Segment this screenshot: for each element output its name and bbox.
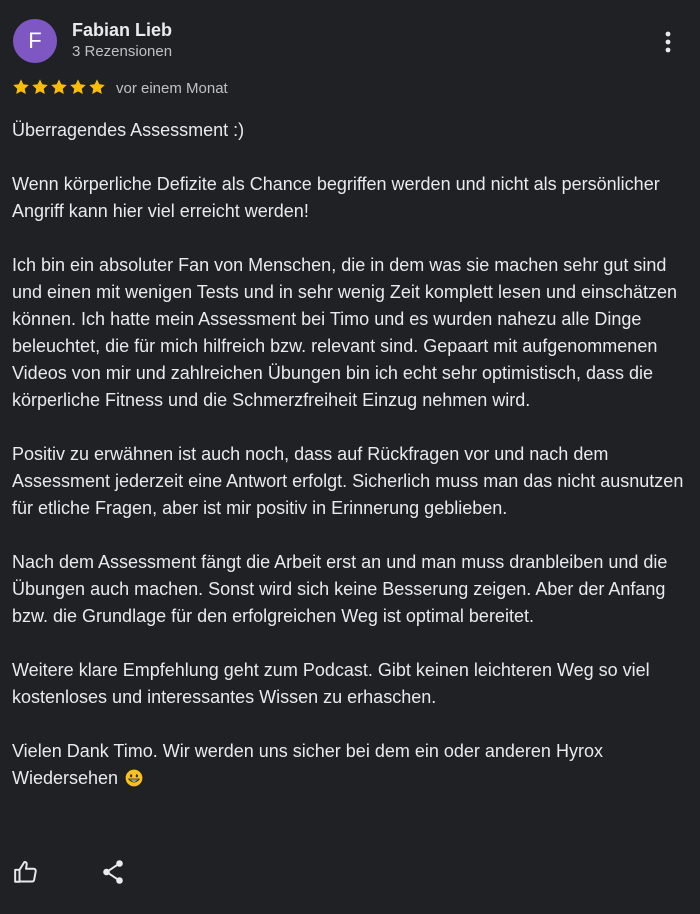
review-count[interactable]: 3 Rezensionen [72,43,173,60]
author-name[interactable]: Fabian Lieb [72,20,173,40]
thumb-up-icon [13,859,39,885]
review-paragraph: Nach dem Assessment fängt die Arbeit erst an und man muss dranbleiben und die Übungen auch machen. Sonst wird sich keine Besserung zeigen. Aber der Anfang bzw. die Grundlage für den erfolgreichen Weg ist optimal bereitet. [12,552,668,626]
star-icon [88,78,106,96]
star-rating [12,78,106,96]
star-icon [50,78,68,96]
avatar[interactable]: F [13,19,57,63]
star-icon [31,78,49,96]
review-paragraph-text: Vielen Dank Timo. Wir werden uns sicher bei dem ein oder anderen Hyrox Wiedersehen [12,741,603,788]
like-button[interactable] [10,856,42,888]
grinning-face-icon [125,769,143,787]
star-icon [69,78,87,96]
review-paragraph: Positiv zu erwähnen ist auch noch, dass auf Rückfragen vor und nach dem Assessment jederzeit eine Antwort erfolgt. Sicherlich muss man das nicht ausnutzen für etliche Fragen, aber ist mir positiv in Erinnerung geblieben. [12,444,684,518]
review-paragraph: Wenn körperliche Defizite als Chance begriffen werden und nicht als persönlicher Angriff kann hier viel erreicht werden! [12,174,660,221]
more-vert-icon [665,31,671,53]
review-paragraph: Ich bin ein absoluter Fan von Menschen, die in dem was sie machen sehr gut sind und einen mit wenigen Tests und in sehr wenig Zeit komplett lesen und einschätzen können. Ich hatte mein Assessment bei Timo und es wurden nahezu alle Dinge beleuchtet, die für mich hilfreich bzw. relevant sind. Gepaart mit aufgenommenen Videos von mir und zahlreichen Übungen bin ich echt sehr optimistisch, dass die körperliche Fitness und die Schmerzfreiheit Einzug nehmen wird. [12,255,678,410]
more-options-button[interactable] [654,28,682,56]
review-date: vor einem Monat [116,80,228,97]
review-text [12,117,692,792]
review-paragraph-last [12,738,692,792]
review-paragraph: Weitere klare Empfehlung geht zum Podcast. Gibt keinen leichteren Weg so viel kostenloses und interessantes Wissen zu erhaschen. [12,660,650,707]
share-button[interactable] [97,856,129,888]
review-paragraph: Überragendes Assessment :) [12,120,245,140]
star-icon [12,78,30,96]
share-icon [101,859,125,885]
